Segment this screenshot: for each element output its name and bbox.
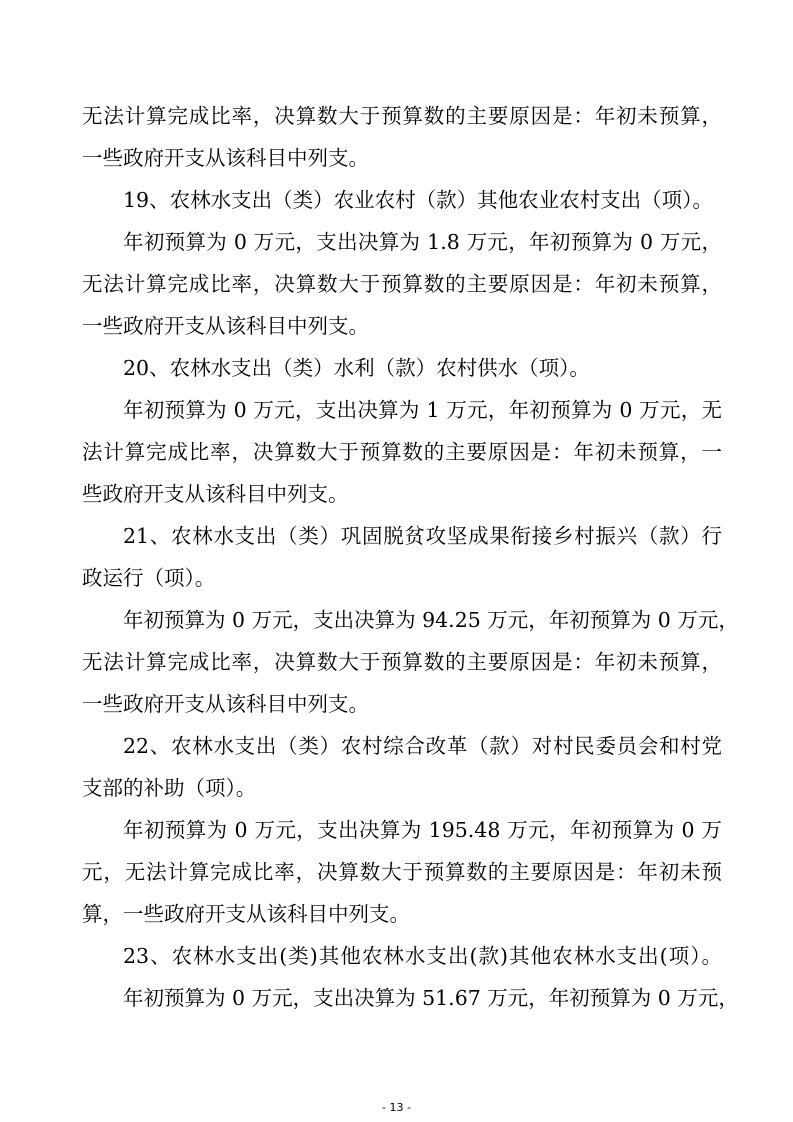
text-line: 无法计算完成比率，决算数大于预算数的主要原因是：年初未预算， <box>82 104 722 128</box>
section-heading-21: 21、农林水支出（类）巩固脱贫攻坚成果衔接乡村振兴（款）行 <box>123 524 722 548</box>
text-line: 元，无法计算完成比率，决算数大于预算数的主要原因是：年初未预 <box>82 860 722 884</box>
section-heading-22: 22、农林水支出（类）农村综合改革（款）对村民委员会和村党 <box>123 734 722 758</box>
text-line: 些政府开支从该科目中列支。 <box>82 482 349 506</box>
section-heading-22-cont: 支部的补助（项）。 <box>82 776 257 800</box>
page-number: - 13 - <box>382 1101 411 1114</box>
text-line: 年初预算为 0 万元，支出决算为 195.48 万元，年初预算为 0 万 <box>123 818 722 842</box>
text-line: 一些政府开支从该科目中列支。 <box>82 146 369 170</box>
text-line: 年初预算为 0 万元，支出决算为 94.25 万元，年初预算为 0 万元， <box>123 608 739 632</box>
section-heading-21-cont: 政运行（项）。 <box>82 566 216 590</box>
text-line: 年初预算为 0 万元，支出决算为 1.8 万元，年初预算为 0 万元， <box>123 230 722 254</box>
text-line: 一些政府开支从该科目中列支。 <box>82 692 369 716</box>
section-heading-20: 20、农林水支出（类）水利（款）农村供水（项）。 <box>123 356 590 380</box>
text-line: 法计算完成比率，决算数大于预算数的主要原因是：年初未预算，一 <box>82 440 722 464</box>
text-line: 无法计算完成比率，决算数大于预算数的主要原因是：年初未预算， <box>82 650 722 674</box>
text-line: 年初预算为 0 万元，支出决算为 1 万元，年初预算为 0 万元，无 <box>123 398 722 422</box>
section-heading-19: 19、农林水支出（类）农业农村（款）其他农业农村支出（项）。 <box>123 188 713 212</box>
text-line: 年初预算为 0 万元，支出决算为 51.67 万元，年初预算为 0 万元， <box>123 986 739 1010</box>
text-line: 算，一些政府开支从该科目中列支。 <box>82 902 410 926</box>
text-line: 无法计算完成比率，决算数大于预算数的主要原因是：年初未预算， <box>82 272 722 296</box>
text-line: 一些政府开支从该科目中列支。 <box>82 314 369 338</box>
section-heading-23: 23、农林水支出(类)其他农林水支出(款)其他农林水支出(项）。 <box>123 944 722 968</box>
